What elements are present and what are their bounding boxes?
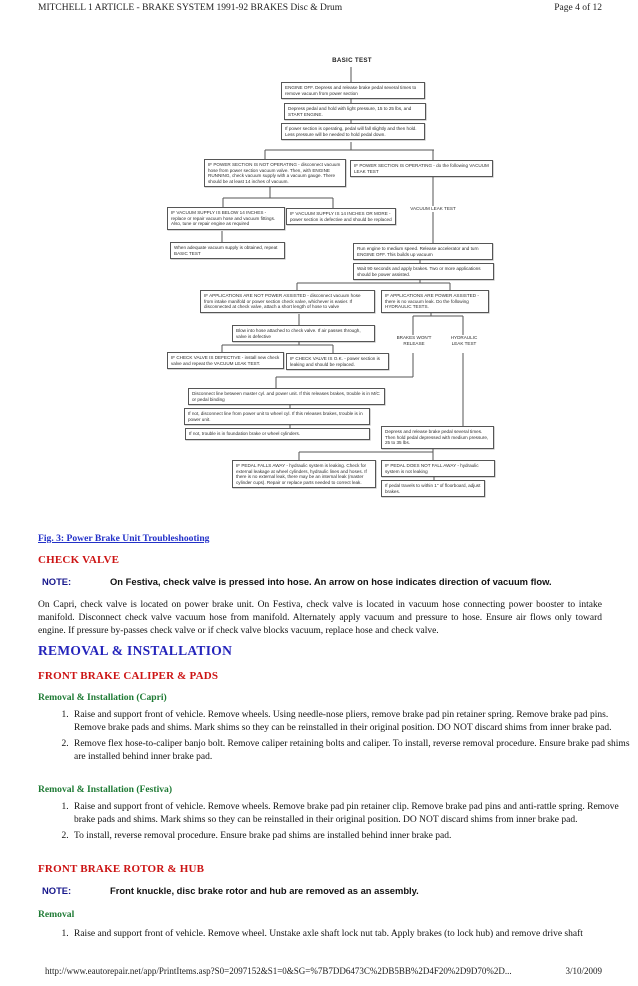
flow-box-disconnect-master: Disconnect line between master cyl. and power unit. If this releases brakes, trouble is in M/C or pedal binding xyxy=(188,388,385,405)
footer-date: 3/10/2009 xyxy=(565,966,602,976)
front-brake-caliper-heading: FRONT BRAKE CALIPER & PADS xyxy=(38,670,219,682)
front-brake-rotor-heading: FRONT BRAKE ROTOR & HUB xyxy=(38,863,205,875)
festiva-steps xyxy=(38,801,635,846)
flow-box-hold-pedal: Depress and release brake pedal several times. Then hold pedal depressed with medium pressure, 25 to 35 lbs. xyxy=(381,426,494,449)
flow-box-adjust-brakes: If pedal travels to within 1" of floorboard, adjust brakes. xyxy=(381,480,485,497)
article-title: MITCHELL 1 ARTICLE - BRAKE SYSTEM 1991-92 BRAKES Disc & Drum xyxy=(38,3,343,13)
flow-box-wait-90: Wait 90 seconds and apply brakes. Two or more applications should be power assisted. xyxy=(353,263,494,280)
flow-box-pedal-fall: If power section is operating, pedal will fall slightly and then hold. Less pressure will be needed to hold pedal down. xyxy=(281,123,425,140)
check-valve-heading: CHECK VALVE xyxy=(38,554,120,566)
footer-url: http://www.eautorepair.net/app/PrintItems.asp?S0=2097152&S1=0&SG=%7B7DD6473C%2DB5BB%2D4F20%2D9D70%2D... xyxy=(45,966,512,976)
note-label: NOTE: xyxy=(42,576,72,587)
list-item: 2. Remove flex hose-to-caliper banjo bolt. Remove caliper retaining bolts and caliper. To install, reverse removal procedure. Ensure brake pad shims are installed behind inner brake pad. xyxy=(71,738,635,764)
removal-installation-heading: REMOVAL & INSTALLATION xyxy=(38,643,233,658)
flow-box-engine-off: ENGINE OFF. Depress and release brake pedal several times to remove vacuum from power section xyxy=(281,82,425,99)
flow-box-run-engine: Run engine to medium speed. Release accelerator and turn ENGINE OFF. This builds up vacuum xyxy=(353,243,493,260)
flow-box-operating: IF POWER SECTION IS OPERATING - do the following VACUUM LEAK TEST xyxy=(350,160,493,177)
flow-box-not-operating: IF POWER SECTION IS NOT OPERATING - disconnect vacuum hose from power section vacuum valve. Then, with ENGINE RUNNING, check vacuum supply with a vacuum gauge. There should be at least 14 inches of vacuum. xyxy=(204,159,346,187)
flow-box-pedal-not-fall: IF PEDAL DOES NOT FALL AWAY - hydraulic system is not leaking xyxy=(381,460,495,477)
list-item: 1. Raise and support front of vehicle. Remove wheels. Remove brake pad pin retainer clip. Remove brake pad pins and anti-rattle spring. Remove brake pads and shims. Mark shims so they can be reinstalled in their original position. DO NOT discard shims from inner brake pad. xyxy=(71,801,635,827)
list-item: 1. Raise and support front of vehicle. Remove wheels. Using needle-nose pliers, remove brake pad pin retainer spring. Remove brake pad pins. Remove brake pads and shims. Mark shims so they can be reinstalled in their original position. DO NOT discard shims from inner brake pad. xyxy=(71,709,635,735)
page-number: Page 4 of 12 xyxy=(554,3,602,13)
note-check-valve xyxy=(42,576,602,587)
figure-3-link[interactable]: Fig. 3: Power Brake Unit Troubleshooting xyxy=(38,533,210,544)
capri-steps xyxy=(38,709,635,767)
flow-box-below-14: IF VACUUM SUPPLY IS BELOW 14 INCHES - replace or repair vacuum hose and vacuum fittings. Also, tune or repair engine as required xyxy=(167,207,285,230)
removal-steps xyxy=(38,928,635,944)
flow-box-valve-defective: IF CHECK VALVE IS DEFECTIVE - install new check valve and repeat the VACUUM LEAK TEST. xyxy=(167,352,284,369)
flow-box-power-assisted: IF APPLICATIONS ARE POWER ASSISTED - there is no vacuum leak. Do the following HYDRAULIC TESTS. xyxy=(381,290,489,313)
removal-subheading: Removal xyxy=(38,909,75,920)
flow-box-repeat-basic-test: When adequate vacuum supply is obtained, repeat BASIC TEST xyxy=(170,242,285,259)
flow-box-blow-into-hose: Blow into hose attached to check valve. If air passes through, valve is defective xyxy=(232,325,375,342)
note-label: NOTE: xyxy=(42,885,72,896)
list-item: 2. To install, reverse removal procedure. Ensure brake pad shims are installed behind inner brake pad. xyxy=(71,830,635,843)
note-text: Front knuckle, disc brake rotor and hub are removed as an assembly. xyxy=(110,885,419,896)
flow-box-14-or-more: IF VACUUM SUPPLY IS 14 INCHES OR MORE - power section is defective and should be replaced xyxy=(286,208,396,225)
label-brakes-wont-release: BRAKES WON'T RELEASE xyxy=(396,335,432,346)
flowchart-title: BASIC TEST xyxy=(332,57,372,64)
flow-box-depress-pedal: Depress pedal and hold with light pressure, 15 to 25 lbs, and START ENGINE. xyxy=(284,103,426,120)
note-rotor-hub xyxy=(42,885,602,896)
figure-caption-row xyxy=(38,528,602,546)
flow-box-valve-ok: IF CHECK VALVE IS O.K. - power section is leaking and should be replaced. xyxy=(286,353,389,370)
check-valve-paragraph: On Capri, check valve is located on power brake unit. On Festiva, check valve is located in vacuum hose connecting power booster to intake manifold. Disconnect check valve vacuum hose from manifold. Alternately apply vacuum and pressure to hose. Ensure air flows only toward engine. If pressure by-passes check valve or if check valve blocks vacuum, replace hose and check valve. xyxy=(38,600,602,636)
label-vacuum-leak-test: VACUUM LEAK TEST xyxy=(406,206,460,212)
label-hydraulic-leak-test: HYDRAULIC LEAK TEST xyxy=(445,335,483,346)
flow-box-not-power-assisted: IF APPLICATIONS ARE NOT POWER ASSISTED - disconnect vacuum hose from intake manifold or power section check valve, whichever is easier. If disconnected at check valve, attach a short length of hose to valve xyxy=(200,290,375,313)
flow-box-foundation-brake: If not, trouble is in foundation brake or wheel cylinders. xyxy=(185,428,370,440)
list-item: 1. Raise and support front of vehicle. Remove wheel. Unstake axle shaft lock nut tab. Apply brakes (to lock hub) and remove drive shaft xyxy=(71,928,635,941)
capri-subheading: Removal & Installation (Capri) xyxy=(38,692,167,703)
flow-box-disconnect-wheel: If not, disconnect line from power unit to wheel cyl. If this releases brakes, trouble is in power unit. xyxy=(184,408,370,425)
page-footer xyxy=(45,966,602,976)
flow-box-pedal-falls-away: IF PEDAL FALLS AWAY - hydraulic system is leaking. Check for external leakage at wheel cylinders, hydraulic lines and hoses. If there is no external leak, there may be an internal leak (master cylinder cups). Repair or replace parts needed to correct leak. xyxy=(232,460,376,488)
festiva-subheading: Removal & Installation (Festiva) xyxy=(38,784,173,795)
note-text: On Festiva, check valve is pressed into hose. An arrow on hose indicates direction of vacuum flow. xyxy=(110,576,552,587)
